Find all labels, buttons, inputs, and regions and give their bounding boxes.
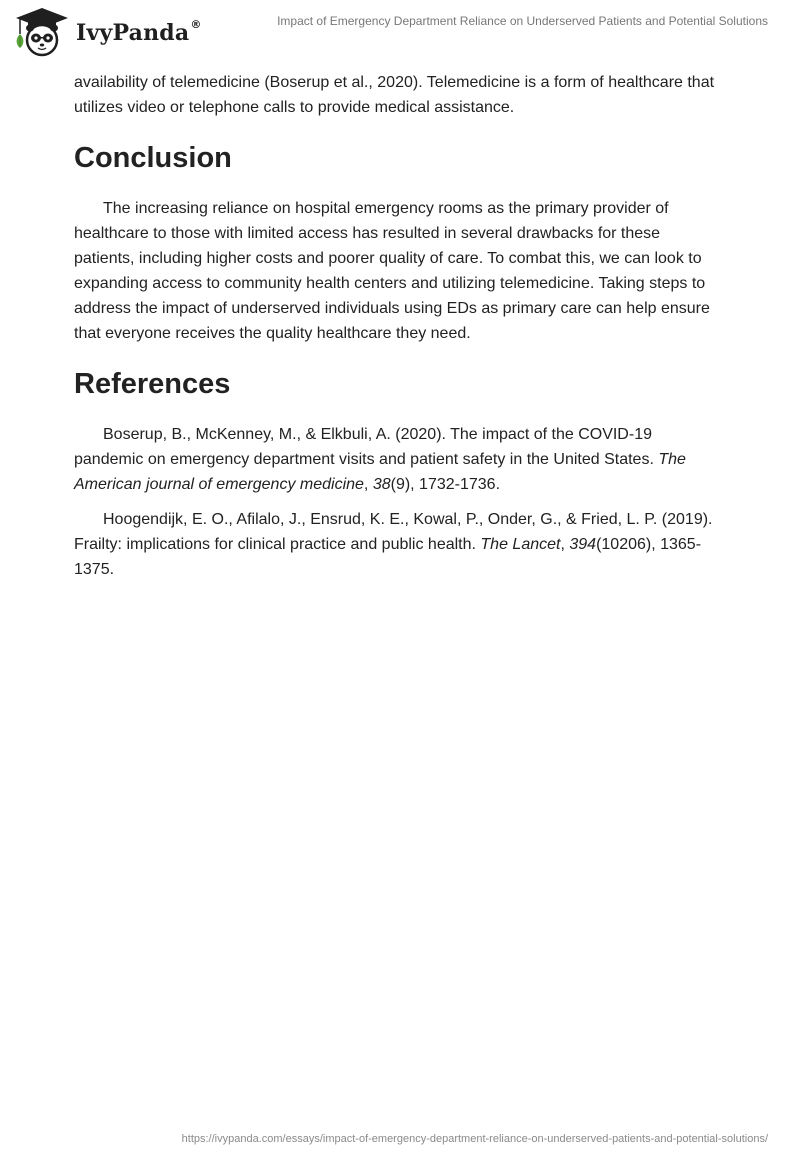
reference-volume: 394 (569, 536, 597, 553)
reference-pages: (9), 1732-1736. (390, 476, 501, 493)
reference-separator: , (560, 536, 570, 553)
reference-text: Boserup, B., McKenney, M., & Elkbuli, A. (2020). The impact of the COVID-19 pandemic on emergency department visits and patient safety in the United States. (74, 426, 659, 468)
source-url-link[interactable]: https://ivypanda.com/essays/impact-of-emergency-department-reliance-on-underserved-patients-and-potential-solutions/ (181, 1133, 768, 1145)
reference-journal: The American journal of emergency medicine (74, 451, 686, 493)
intro-paragraph: availability of telemedicine (Boserup et al., 2020). Telemedicine is a form of healthcare that utilizes video or telephone calls to provide medical assistance. (74, 74, 715, 116)
reference-separator: , (363, 476, 373, 493)
conclusion-paragraph: The increasing reliance on hospital emergency rooms as the primary provider of healthcare to those with limited access has resulted in several drawbacks for these patients, including higher costs and poorer quality of care. To combat this, we can look to expanding access to community health centers and utilizing telemedicine. Taking steps to address the impact of underserved individuals using EDs as primary care can help ensure that everyone receives the quality healthcare they need. (74, 200, 710, 342)
reference-pages: (10206), 1365-1375. (74, 536, 702, 578)
references-heading: References (74, 368, 231, 400)
document-body (74, 70, 722, 582)
registered-mark: ® (190, 18, 202, 31)
reference-text: Hoogendijk, E. O., Afilalo, J., Ensrud, K. E., Kowal, P., Onder, G., & Fried, L. P. (2019). Frailty: implications for clinical practice and public health. (74, 511, 713, 553)
reference-entry (74, 507, 722, 582)
panda-graduate-icon (12, 6, 72, 58)
ivypanda-logo[interactable] (12, 6, 202, 58)
conclusion-heading: Conclusion (74, 142, 232, 174)
reference-entry (74, 422, 722, 497)
reference-volume: 38 (372, 476, 391, 493)
logo-wordmark: IvyPanda® (76, 18, 202, 46)
reference-journal: The Lancet (480, 536, 561, 553)
document-title: Impact of Emergency Department Reliance on Underserved Patients and Potential Solutions (277, 14, 768, 28)
page-header (0, 0, 800, 60)
